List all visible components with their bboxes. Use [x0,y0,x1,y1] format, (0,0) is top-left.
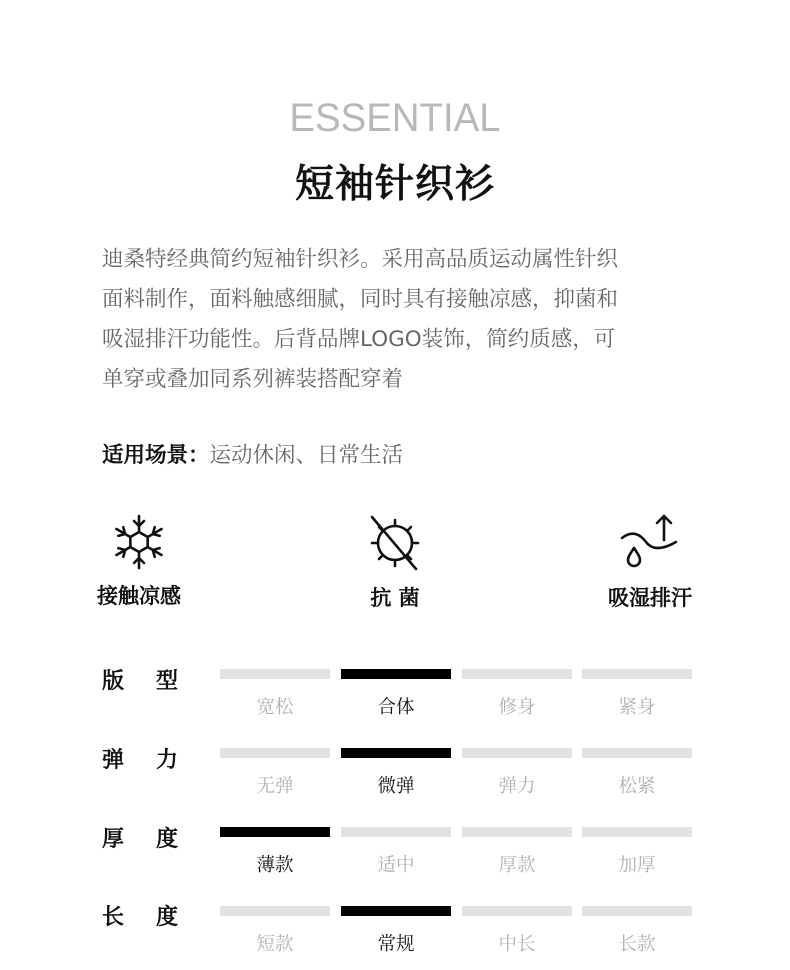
feature-label: 抗 菌 [370,586,420,610]
attribute-name: 长 度 [102,905,178,930]
attribute-length [0,900,790,970]
attribute-elasticity [0,743,790,813]
feature-cooling [84,512,194,610]
usage-scene-label: 适用场景： [102,443,210,468]
option-segment: 合体 [341,669,451,719]
attribute-name: 厚 度 [102,827,178,852]
antibacterial-icon [364,512,426,574]
feature-antibacterial [340,512,450,612]
description-line: 迪桑特经典简约短袖针织衫。采用高品质运动属性针织 [102,247,619,272]
attribute-fit [0,664,790,734]
option-segment: 厚款 [462,827,572,877]
option-segment: 宽松 [220,669,330,719]
product-description [102,240,702,400]
feature-label: 接触凉感 [97,584,181,608]
moisture-wicking-icon [618,512,682,574]
product-title: 短袖针织衫 [294,162,495,207]
option-segment: 适中 [341,827,451,877]
option-segment: 长款 [582,906,692,956]
option-segment: 加厚 [582,827,692,877]
option-segment: 短款 [220,906,330,956]
option-segment: 松紧 [582,748,692,798]
description-line: 面料制作，面料触感细腻，同时具有接触凉感，抑菌和 [102,287,619,312]
option-segment: 紧身 [582,669,692,719]
option-segment: 常规 [341,906,451,956]
description-line: 单穿或叠加同系列裤装搭配穿着 [102,367,404,392]
attribute-thickness [0,822,790,892]
snowflake-icon [109,512,169,572]
feature-moisture-wicking [595,512,705,612]
english-title: ESSENTIAL [289,96,501,140]
option-segment: 弹力 [462,748,572,798]
option-segment: 无弹 [220,748,330,798]
option-segment: 修身 [462,669,572,719]
usage-scene-value: 运动休闲、日常生活 [209,443,404,468]
attribute-name: 弹 力 [102,748,178,773]
option-segment: 中长 [462,906,572,956]
usage-scene [102,438,403,469]
feature-label: 吸湿排汗 [608,586,692,610]
option-segment: 微弹 [341,748,451,798]
option-segment: 薄款 [220,827,330,877]
description-line: 吸湿排汗功能性。后背品牌LOGO装饰，简约质感，可 [102,327,616,352]
attribute-name: 版 型 [102,669,178,694]
